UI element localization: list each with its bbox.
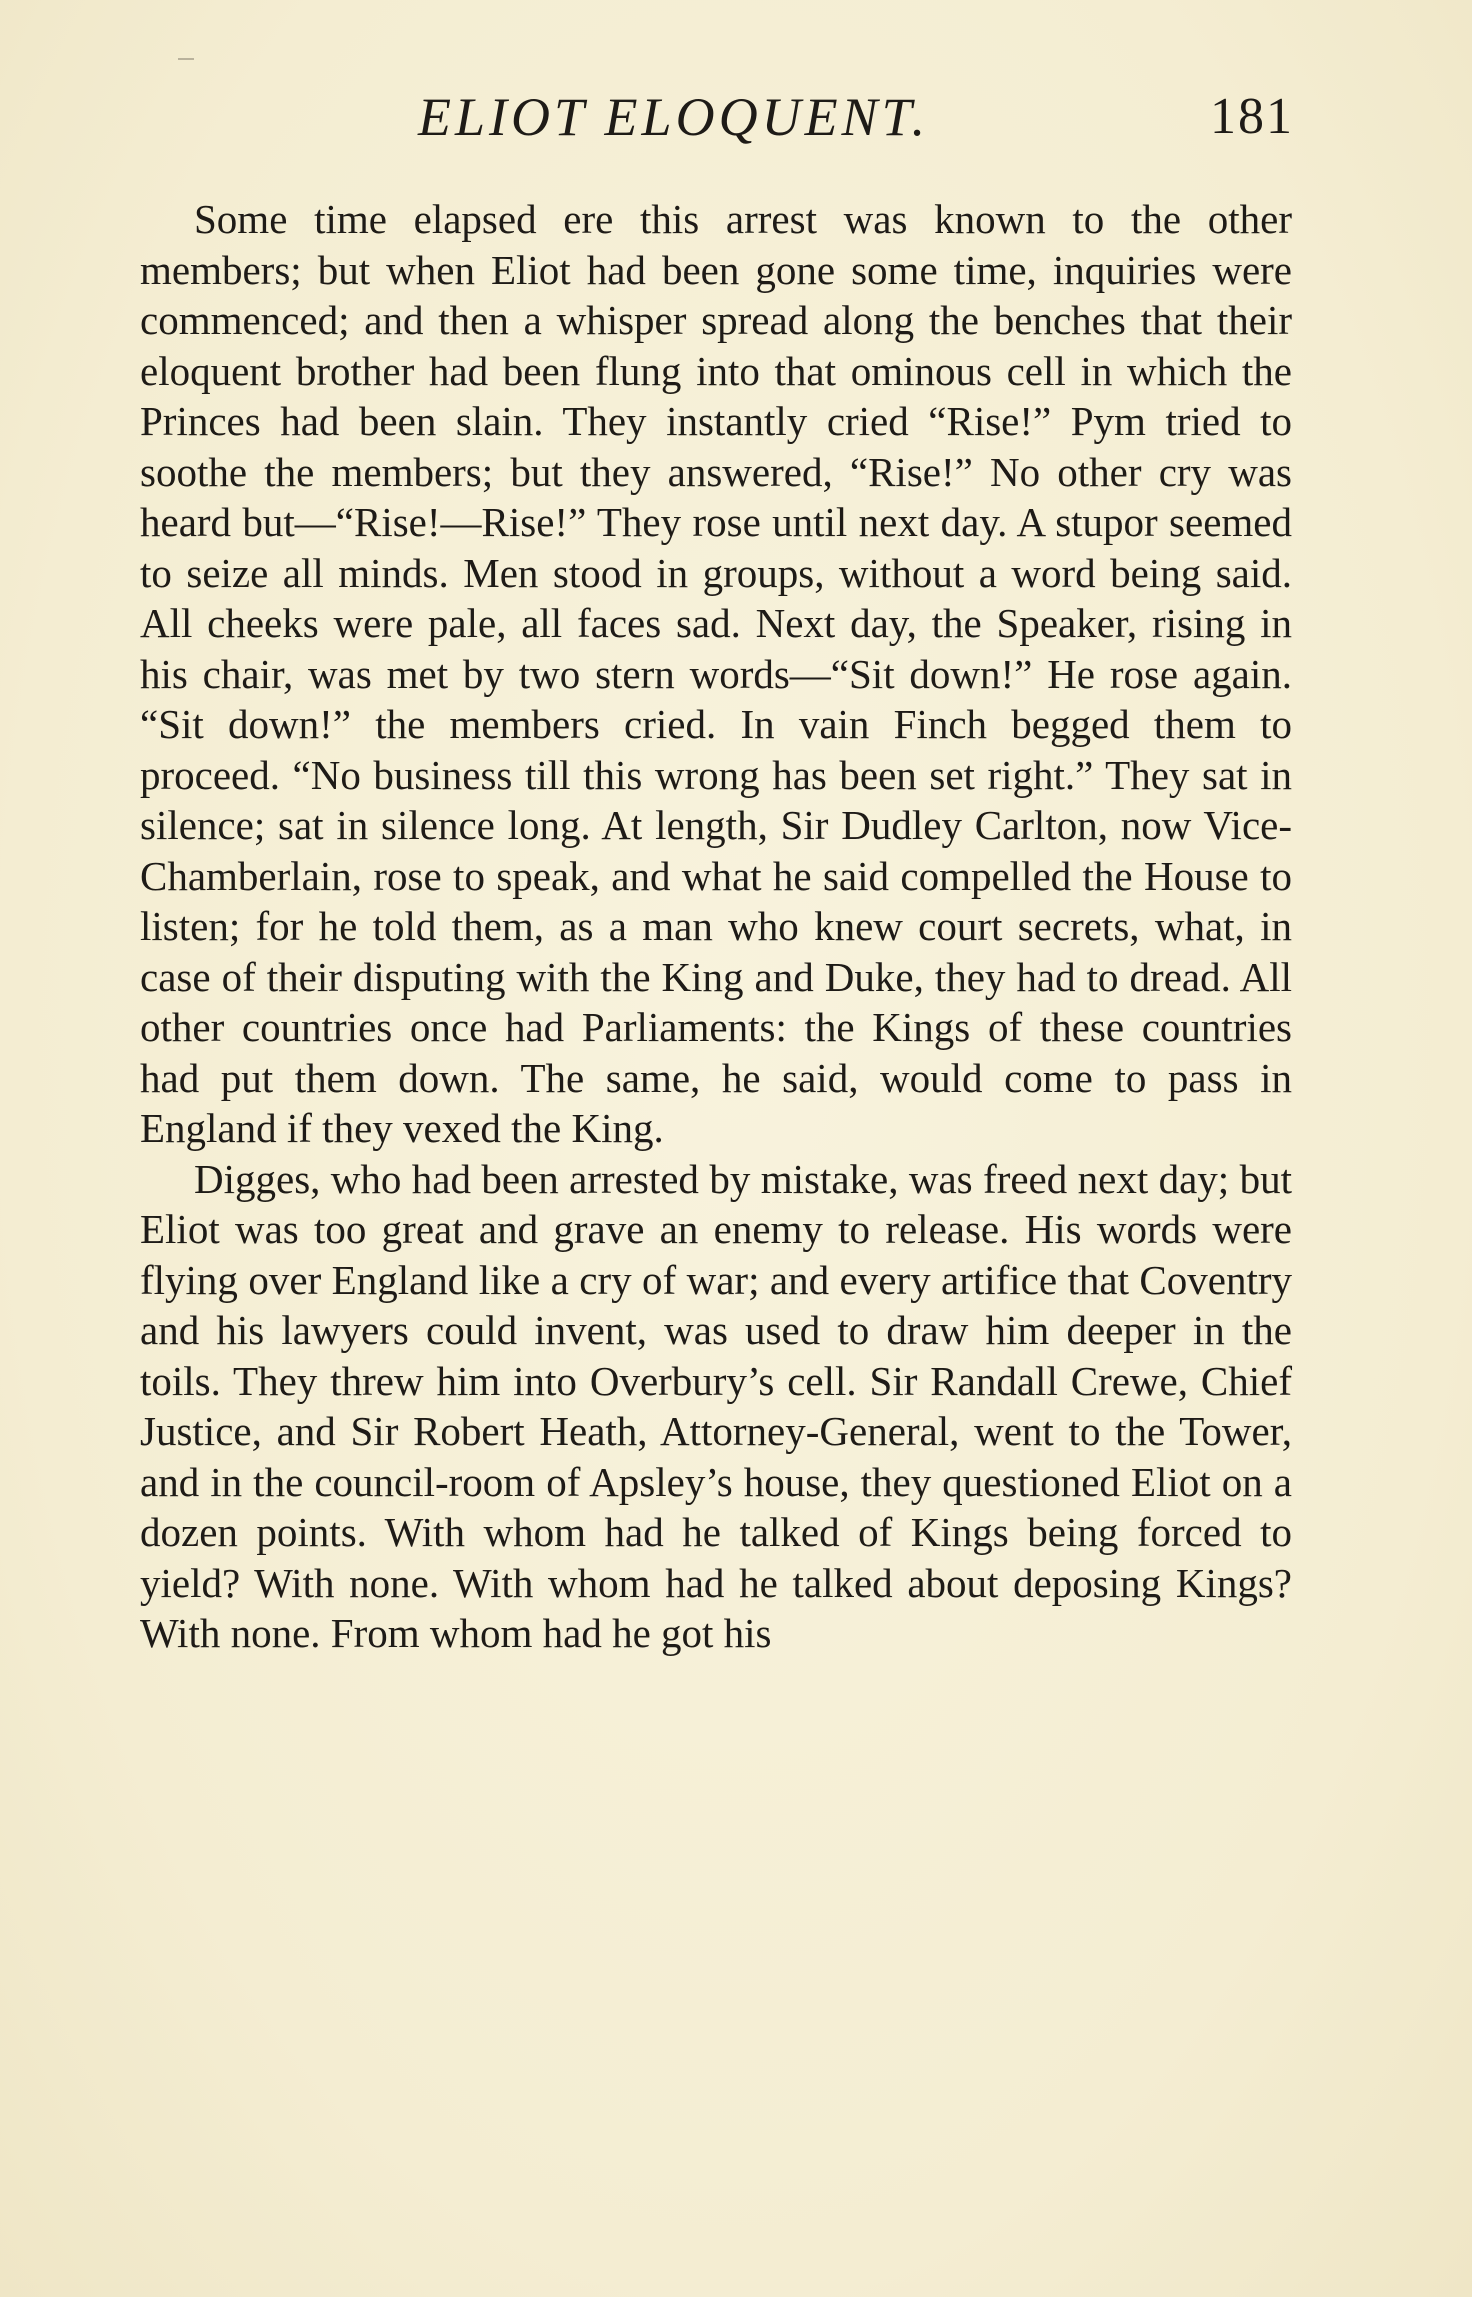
page-number: 181 [1210, 88, 1294, 145]
body-text [140, 194, 1292, 1659]
running-title: ELIOT ELOQUENT. [418, 87, 930, 147]
running-head [0, 82, 1472, 152]
corner-mark [178, 58, 194, 60]
paragraph-1: Some time elapsed ere this arrest was known to the other members; but when Eliot had been gone some time, inquiries were commenced; and then a whisper spread along the benches that their eloquent brother had been flung into that ominous cell in which the Princes had been slain. They instantly cried “Rise!” Pym tried to soothe the members; but they answered, “Rise!” No other cry was heard but—“Rise!—Rise!” They rose until next day. A stupor seemed to seize all minds. Men stood in groups, without a word being said. All cheeks were pale, all faces sad. Next day, the Speaker, rising in his chair, was met by two stern words—“Sit down!” He rose again. “Sit down!” the members cried. In vain Finch begged them to proceed. “No business till this wrong has been set right.” They sat in silence; sat in silence long. At length, Sir Dudley Carlton, now Vice-Chamberlain, rose to speak, and what he said compelled the House to listen; for he told them, as a man who knew court secrets, what, in case of their disputing with the King and Duke, they had to dread. All other countries once had Parliaments: the Kings of these countries had put them down. The same, he said, would come to pass in England if they vexed the King. [140, 196, 1292, 1151]
paragraph-2: Digges, who had been arrested by mistake, was freed next day; but Eliot was too great and grave an enemy to release. His words were flying over England like a cry of war; and every artifice that Coventry and his lawyers could invent, was used to draw him deeper in the toils. They threw him into Overbury’s cell. Sir Randall Crewe, Chief Justice, and Sir Robert Heath, Attorney-General, went to the Tower, and in the council-room of Apsley’s house, they questioned Eliot on a dozen points. With whom had he talked of Kings being forced to yield? With none. With whom had he talked about deposing Kings? With none. From whom had he got his [140, 1155, 1292, 1656]
